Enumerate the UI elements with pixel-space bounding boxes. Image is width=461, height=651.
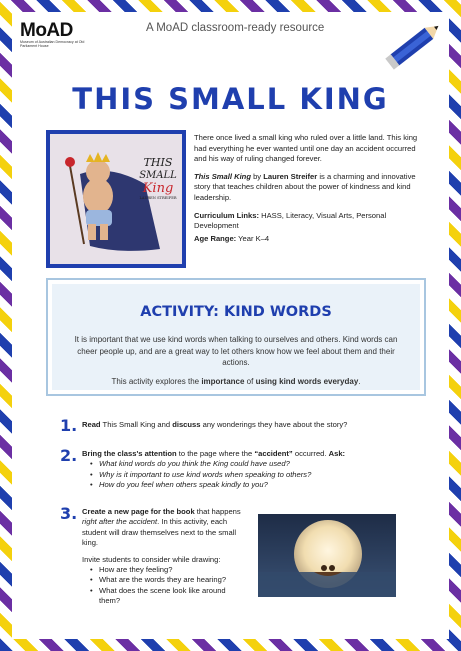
step-1: Read This Small King and discuss any wonderings they have about the story? [82,420,348,429]
step-3-prompt: • How are they feeling? [90,565,242,575]
pencil-icon [381,14,447,76]
moad-logo: MoAD [20,20,73,41]
book-cover-image [46,130,186,268]
step-number-1: 1. [60,416,78,435]
step-3: Create a new page for the book that happens right after the accident. In this activity, each student will draw themselves next to the small king. Invite students to consider while drawing: • How are they feeling? • What are the words they are hearing? • What does the scene look like around them? [82,507,242,607]
step-2-question: • What kind words do you think the King could have used? [90,459,422,469]
curriculum-links: Curriculum Links: HASS, Literacy, Visual Arts, Personal Development [194,210,387,231]
activity-panel [46,278,426,396]
page-sheet [12,12,449,639]
intro-text [194,133,430,251]
step-2-question: • How do you feel when others speak kindly to you? [90,480,422,490]
age-range: Age Range: Year K–4 [194,233,270,243]
page-title: THIS SMALL KING [72,82,389,116]
activity-panel-inner [52,284,420,390]
activity-text-1: It is important that we use kind words when talking to ourselves and others. Kind words can cheer people up, and are a great way to let others know how we feel about them and their actions. [74,335,398,367]
activity-description [72,334,400,394]
activity-text-2: This activity explores the importance of using kind words everyday. [111,376,361,386]
step-2-question: • Why is it important to use kind words when speaking to others? [90,470,422,480]
cover-title-3: King [142,181,174,196]
moad-logo-subtitle: Museum of Australian Democracy at Old Parliament House [20,40,85,49]
step-3-prompt: • What are the words they are hearing? [90,575,242,585]
step-3-invite: Invite students to consider while drawing: [82,554,221,564]
moon-boat-illustration [258,514,396,597]
step-2: Bring the class's attention to the page where the “accident” occurred. Ask: • What kind words do you think the King could have used? • Why is it important to use kind words when speaking to others? • How do you feel when others speak kindly to you? [82,449,422,491]
resource-tag: A MoAD classroom-ready resource [146,22,325,34]
intro-paragraph-2: This Small King by Lauren Streifer is a charming and innovative story that teaches children about the power of kindness and kind leadership. [194,171,416,202]
step-number-3: 3. [60,504,78,523]
step-number-2: 2. [60,446,78,465]
moon-scene [258,514,396,597]
cover-title-1: THIS [143,156,173,169]
intro-paragraph-1: There once lived a small king who ruled over a little land. This king had everything he ever wanted until one day an accident occurred and his way of ruling changed forever. [194,133,418,164]
activity-title: ACTIVITY: KIND WORDS [140,304,332,320]
cover-author: LAUREN STREIFER [139,196,177,200]
cover-title-2: SMALL [139,170,177,181]
step-3-prompt: • What does the scene look like around them? [90,586,242,607]
